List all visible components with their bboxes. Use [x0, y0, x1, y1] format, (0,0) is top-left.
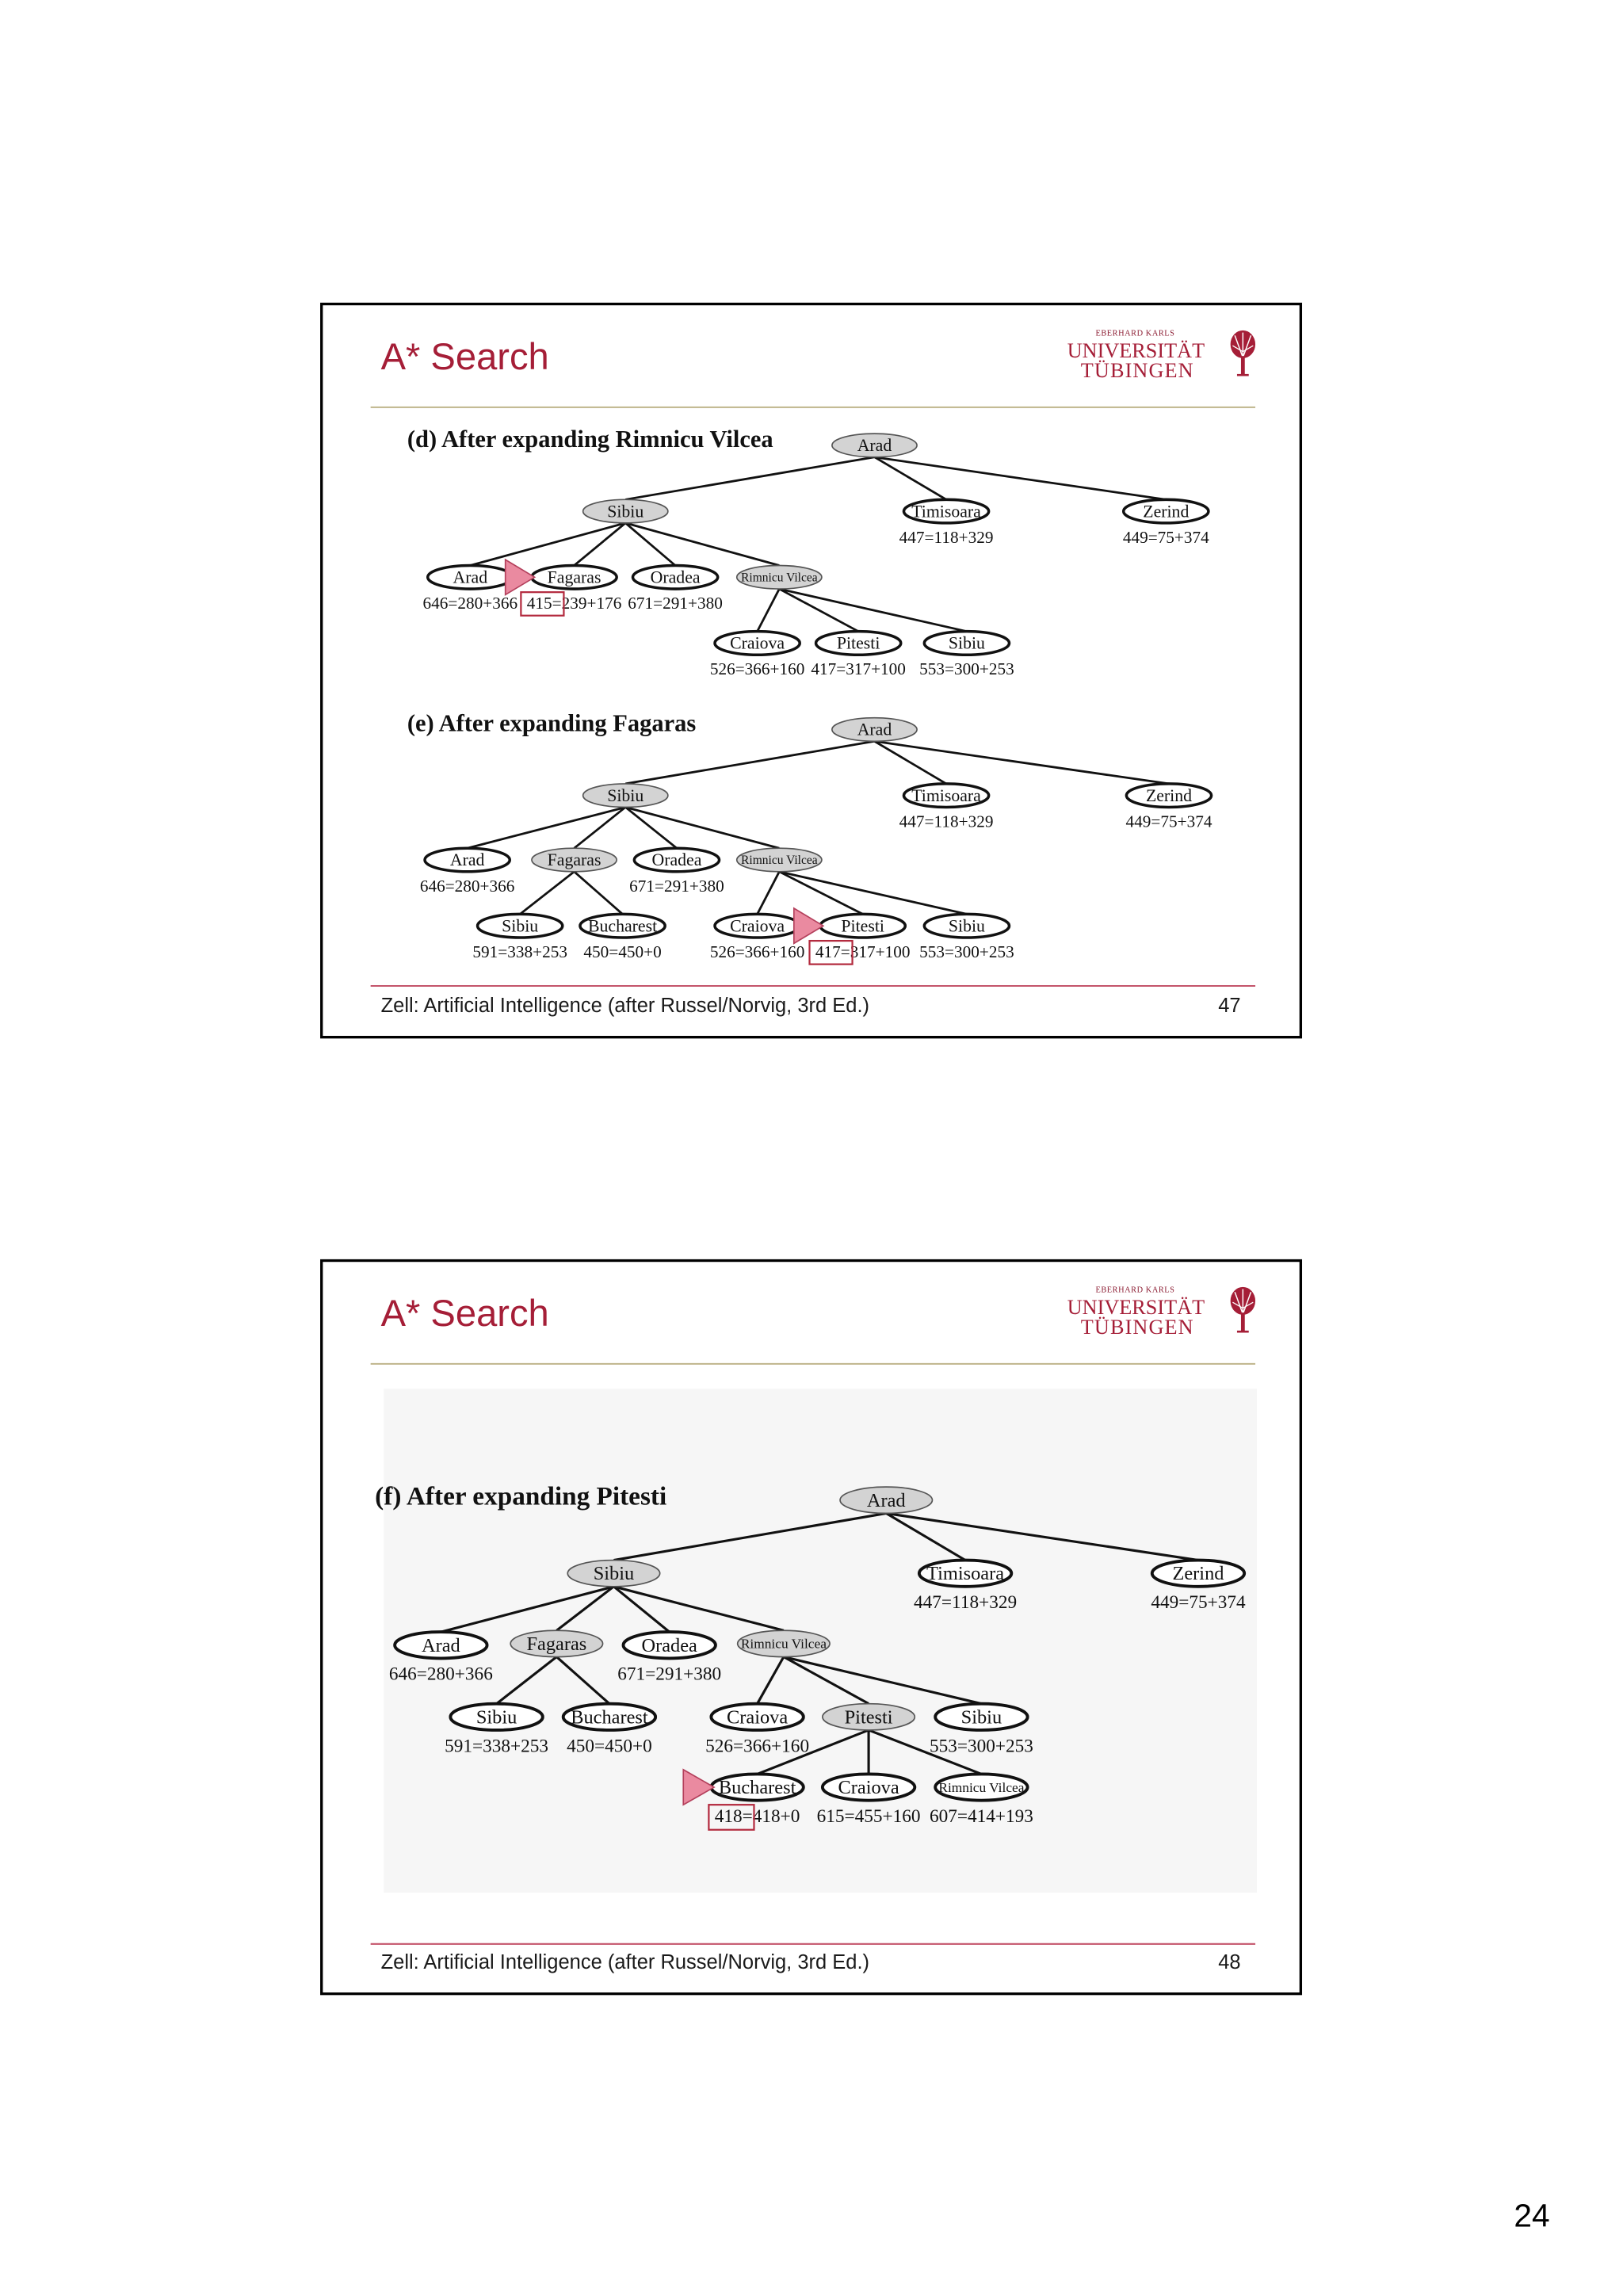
node-label: Rimnicu Vilcea	[741, 571, 818, 585]
diagram-caption: (f) After expanding Pitesti	[375, 1481, 667, 1511]
node-label: Arad	[453, 567, 488, 587]
node-label: Sibiu	[948, 916, 985, 936]
node-label: Timisoara	[926, 1563, 1005, 1585]
logo-line-3: TÜBINGEN	[1080, 1315, 1194, 1339]
node-label: Oradea	[641, 1634, 697, 1656]
node-f-value: 591=338+253	[472, 942, 567, 961]
node-label: Pitesti	[841, 916, 884, 936]
node-f-value: 615=455+160	[816, 1806, 921, 1828]
node-f-value: 591=338+253	[445, 1736, 549, 1757]
node-label: Sibiu	[502, 916, 539, 936]
tree-node	[737, 848, 822, 872]
node-f-value: 607=414+193	[929, 1806, 1033, 1828]
node-label: Arad	[857, 436, 892, 456]
node-f-value: 447=118+329	[914, 1592, 1018, 1614]
node-f-value: 646=280+366	[419, 876, 515, 896]
slide-footer: Zell: Artificial Intelligence (after Russel/Norvig, 3rd Ed.)	[380, 1951, 870, 1974]
node-label: Bucharest	[587, 916, 658, 936]
logo-line-1: EBERHARD KARLS	[1095, 329, 1175, 338]
node-f-value: 418=418+0	[714, 1806, 800, 1828]
logo-line-2: UNIVERSITÄT	[1067, 339, 1205, 363]
node-f-value: 450=450+0	[583, 942, 662, 961]
node-f-value: 450=450+0	[567, 1736, 652, 1757]
node-label: Zerind	[1145, 785, 1193, 805]
tree-node	[567, 1561, 659, 1587]
node-f-value: 671=291+380	[628, 594, 723, 613]
slide-footer: Zell: Artificial Intelligence (after Russel/Norvig, 3rd Ed.)	[380, 995, 870, 1018]
diagram-caption: (e) After expanding Fagaras	[407, 709, 697, 737]
node-label: Rimnicu Vilcea	[740, 1636, 827, 1652]
tree-node	[737, 565, 822, 589]
logo-line-3: TÜBINGEN	[1080, 358, 1194, 382]
node-label: Craiova	[838, 1777, 899, 1799]
node-f-value: 417=317+100	[811, 659, 906, 679]
slide	[322, 304, 1301, 1037]
diagram-caption: (d) After expanding Rimnicu Vilcea	[407, 425, 773, 453]
node-label: Rimnicu Vilcea	[741, 854, 818, 868]
node-label: Sibiu	[948, 633, 985, 653]
node-label: Arad	[421, 1634, 460, 1656]
node-label: Sibiu	[593, 1563, 635, 1585]
node-label: Sibiu	[475, 1706, 517, 1729]
node-f-value: 449=75+374	[1122, 527, 1209, 547]
tree-node	[823, 1704, 915, 1730]
node-label: Craiova	[730, 916, 785, 936]
node-f-value: 646=280+366	[422, 594, 518, 613]
slide-title: A* Search	[380, 1291, 549, 1334]
node-f-value: 449=75+374	[1125, 812, 1212, 831]
node-f-value: 553=300+253	[929, 1736, 1033, 1757]
node-label: Craiova	[727, 1706, 789, 1729]
logo-line-2: UNIVERSITÄT	[1067, 1296, 1205, 1320]
node-f-value: 526=366+160	[705, 1736, 810, 1757]
tree-node	[832, 434, 917, 457]
node-label: Sibiu	[607, 502, 644, 521]
node-label: Craiova	[730, 633, 785, 653]
node-label: Timisoara	[911, 502, 981, 521]
tree-node	[832, 718, 917, 742]
node-label: Oradea	[650, 567, 701, 587]
node-label: Bucharest	[571, 1706, 648, 1729]
tree-node	[583, 784, 668, 808]
node-label: Sibiu	[607, 785, 644, 805]
node-label: Arad	[857, 720, 892, 739]
tree-node	[738, 1630, 830, 1656]
node-label: Sibiu	[960, 1706, 1002, 1729]
node-label: Oradea	[651, 850, 702, 870]
node-label: Fagaras	[547, 850, 601, 870]
node-label: Pitesti	[836, 633, 880, 653]
node-label: Zerind	[1143, 502, 1190, 521]
node-label: Rimnicu Vilcea	[938, 1779, 1025, 1795]
node-f-value: 526=366+160	[709, 942, 805, 961]
node-f-value: 671=291+380	[629, 876, 724, 896]
tree-node	[840, 1487, 932, 1513]
slide-title: A* Search	[380, 334, 549, 377]
slide-number: 47	[1218, 995, 1241, 1018]
node-f-value: 447=118+329	[899, 527, 994, 547]
node-label: Arad	[449, 850, 485, 870]
node-label: Fagaras	[547, 567, 601, 587]
tree-node	[583, 499, 668, 523]
node-f-value: 526=366+160	[709, 659, 805, 679]
node-label: Bucharest	[718, 1777, 796, 1799]
tree-node	[532, 848, 617, 872]
tree-node	[510, 1630, 602, 1656]
node-label: Fagaras	[526, 1633, 587, 1655]
node-label: Arad	[866, 1489, 906, 1511]
node-f-value: 671=291+380	[617, 1664, 722, 1685]
slide	[322, 1261, 1301, 1994]
node-f-value: 449=75+374	[1151, 1592, 1246, 1614]
logo-line-1: EBERHARD KARLS	[1095, 1286, 1175, 1295]
node-label: Pitesti	[844, 1706, 893, 1729]
node-f-value: 553=300+253	[919, 942, 1014, 961]
page-number: 24	[1514, 2197, 1550, 2234]
node-f-value: 415=239+176	[526, 594, 622, 613]
node-f-value: 417=317+100	[815, 942, 911, 961]
node-label: Timisoara	[911, 785, 981, 805]
node-f-value: 553=300+253	[919, 659, 1014, 679]
node-f-value: 447=118+329	[899, 812, 994, 831]
node-f-value: 646=280+366	[388, 1664, 493, 1685]
node-label: Zerind	[1172, 1563, 1224, 1585]
slide-number: 48	[1218, 1951, 1241, 1974]
